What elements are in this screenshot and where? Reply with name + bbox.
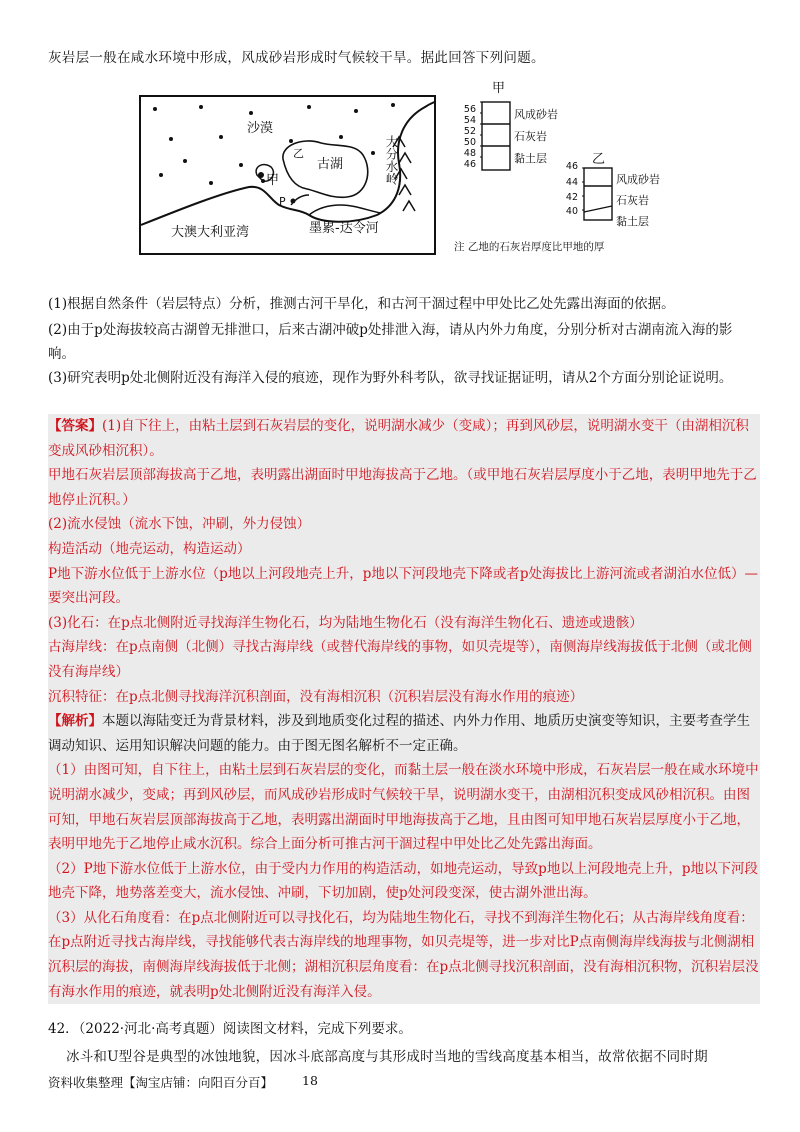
label-ancient-lake: 古湖 [317, 157, 344, 172]
question-3: (3)研究表明p处北侧附近没有海洋入侵的痕迹，现作为野外科考队，欲寻找证据证明，请从2个方面分别论证说明。 [48, 370, 733, 386]
analysis-tag: 【解析】 [48, 713, 102, 730]
yi-layer-clay: 黏土层 [616, 215, 649, 228]
label-yi-map: 乙 [293, 147, 304, 160]
jia-tick-52: 52 [463, 126, 476, 137]
jia-layer-clay: 黏土层 [514, 152, 547, 165]
answer-tag: 【答案】 [48, 418, 102, 434]
jia-layer-limestone: 石灰岩 [514, 130, 547, 143]
column-jia-title: 甲 [492, 81, 506, 96]
question-1: (1)根据自然条件（岩层特点）分析，推测古河干旱化，和古河干涸过程中甲处比乙处先露出海面的依据。 [48, 296, 675, 312]
answer-block [48, 414, 760, 1004]
analysis-para-3: （3）从化石角度看：在p点北侧附近可以寻找化石，均为陆地生物化石，寻找不到海洋生物化石；从古海岸线角度看：在p点附近寻找古海岸线，寻找能够代表古海岸线的地理事物，如贝壳堤等，进一步对比P点南侧海岸线海拔与北侧湖相沉积层的海拔，南侧海岸线海拔低于北侧；湖相沉积层角度看：在p点北侧寻找沉积剖面，没有海相沉积物，沉积岩层没有海水作用的痕迹，就表明p处北侧附近没有海洋入侵。 [48, 909, 759, 1000]
page-number: 18 [302, 1073, 318, 1088]
label-divide: 大分水岭 [384, 135, 399, 185]
answer-line-7: 古海岸线：在p点南侧（北侧）寻找古海岸线（或替代海岸线的事物，如贝壳堤等），南侧海岸线海拔低于北侧（或北侧没有海岸线） [48, 639, 752, 680]
intro-text: 灰岩层一般在咸水环境中形成，风成砂岩形成时气候较干旱。据此回答下列问题。 [48, 50, 545, 66]
question-42-material: 冰斗和U型谷是典型的冰蚀地貌，因冰斗底部高度与其形成时当地的雪线高度基本相当，故常依据不同时期 [66, 1049, 708, 1065]
yi-tick-44: 44 [565, 177, 578, 188]
jia-tick-56: 56 [463, 104, 476, 115]
label-desert: 沙漠 [247, 121, 274, 136]
yi-tick-40: 40 [565, 206, 578, 217]
question-42-header: 42．（2022·河北·高考真题）阅读图文材料，完成下列要求。 [48, 1021, 412, 1037]
yi-layer-limestone: 石灰岩 [616, 194, 649, 207]
figure-note: 注 乙地的石灰岩厚度比甲地的厚 [454, 241, 605, 253]
column-yi-drawing [582, 166, 616, 224]
jia-tick-50: 50 [463, 137, 476, 148]
page-footer [48, 1073, 318, 1091]
yi-tick-46: 46 [565, 161, 578, 172]
answer-line-4: 构造活动（地壳运动，构造运动） [48, 540, 251, 557]
label-p-map: P [279, 195, 286, 208]
map-figure [139, 95, 436, 255]
analysis-para-1: （1）由图可知，自下往上，由粘土层到石灰岩层的变化，而黏土层一般在淡水环境中形成，石灰岩层一般在咸水环境中说明湖水减少，变咸；再到风砂层，而风成砂岩形成时气候较干旱，说明湖水变干，由湖相沉积变成风砂相沉积。由图可知，甲地石灰岩层顶部海拔高于乙地，表明露出湖面时甲地海拔高于乙地，且由图可知甲地石灰岩层厚度小于乙地，表明甲地先于乙地停止咸水沉积。综合上面分析可推古河干涸过程中甲处比乙处先露出海面。 [48, 762, 759, 853]
answer-line-5: P地下游水位低于上游水位（p地以上河段地壳上升，p地以下河段地壳下降或者p处海拔比上游河流或者湖泊水位低）—要突出河段。 [48, 565, 759, 607]
column-yi-title: 乙 [592, 152, 606, 167]
yi-tick-42: 42 [565, 192, 578, 203]
analysis-para-2: （2）P地下游水位低于上游水位，由于受内力作用的构造活动，如地壳运动，导致p地以上河段地壳上升，p地以下河段地壳下降，地势落差变大，流水侵蚀、冲刷，下切加剧，使p处河段变深，使古湖外泄出海。 [48, 860, 758, 902]
answer-line-8: 沉积特征：在p点北侧寻找海洋沉积剖面，没有海相沉积（沉积岩层没有海水作用的痕迹） [48, 688, 584, 705]
column-jia-drawing [480, 100, 514, 172]
label-jia-map: 甲 [266, 173, 280, 188]
jia-tick-54: 54 [463, 115, 476, 126]
question-2: (2)由于p处海拔较高古湖曾无排泄口，后来古湖冲破p处排泄入海，请从内外力角度，分别分析对古湖南流入海的影响。 [48, 322, 733, 362]
answer-line-1: 【答案】(1)自下往上，由粘土层到石灰岩层的变化，说明湖水减少（变咸）；再到风砂层，说明湖水变干（由湖相沉积变成风砂相沉积）。 [48, 418, 749, 459]
analysis-intro: 【解析】本题以海陆变迁为背景材料，涉及到地质变化过程的描述、内外力作用、地质历史演变等知识，主要考查学生调动知识、运用知识解决问题的能力。由于图无图名解析不一定正确。 [48, 713, 750, 754]
answer-line-3: (2)流水侵蚀（流水下蚀，冲刷，外力侵蚀） [48, 516, 311, 533]
jia-layer-sandstone: 风成砂岩 [514, 108, 558, 121]
jia-tick-46: 46 [463, 159, 476, 170]
answer-line-2: 甲地石灰岩层顶部海拔高于乙地，表明露出湖面时甲地海拔高于乙地。（或甲地石灰岩层厚度小于乙地，表明甲地先于乙地停止沉积。） [48, 467, 757, 508]
jia-tick-48: 48 [463, 148, 476, 159]
yi-layer-sandstone: 风成砂岩 [616, 173, 660, 186]
answer-line-6: (3)化石：在p点北侧附近寻找海洋生物化石，均为陆地生物化石（没有海洋生物化石、遗迹或遗骸） [48, 614, 643, 631]
label-river: 墨累-达令河 [309, 221, 379, 236]
label-bight: 大澳大利亚湾 [171, 225, 250, 240]
footer-source: 资料收集整理【淘宝店铺：向阳百分百】 [48, 1075, 274, 1090]
